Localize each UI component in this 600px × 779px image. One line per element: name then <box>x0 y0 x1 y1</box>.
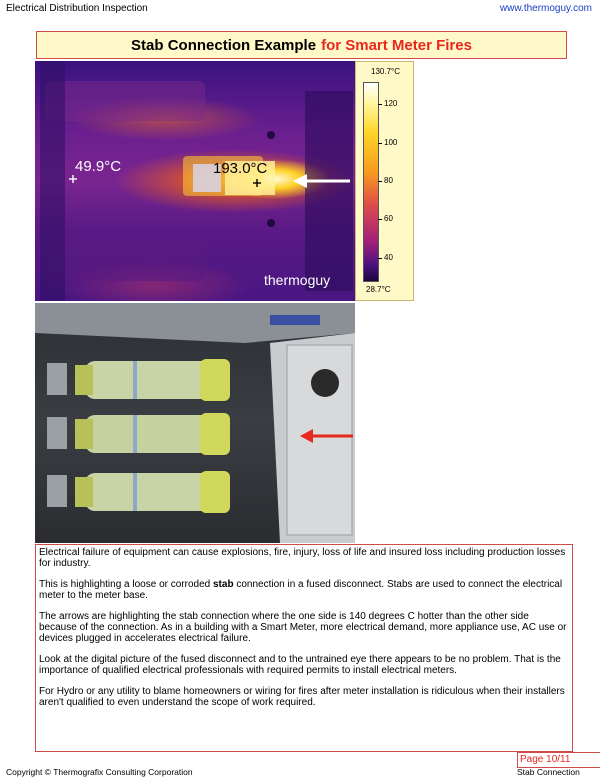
right-temp-label: 193.0°C <box>213 160 268 177</box>
temperature-scale <box>355 61 414 301</box>
paragraph-3: The arrows are highlighting the stab connection where the one side is 140 degrees C hotter than the other side because of the connection. As in a building with a Smart Meter, more electrical demand, more appliance use, AC use or devices plugged in accelerates electrical failure. <box>39 611 567 644</box>
paragraph-2: This is highlighting a loose or corroded stab connection in a fused disconnect. Stabs are used to connect the electrical meter to the meter base. <box>39 579 563 601</box>
scale-min-label: 28.7°C <box>366 285 391 294</box>
paragraph-4: Look at the digital picture of the fused disconnect and to the untrained eye there appears to be no problem. That is the importance of qualified electrical professionals with required permits to install electrical meters. <box>39 654 561 676</box>
fuse-2-icon <box>75 413 230 455</box>
stab-bold: stab <box>212 579 234 590</box>
header-link[interactable]: www.thermoguy.com <box>499 3 592 14</box>
thermal-image <box>35 61 355 301</box>
description-box <box>35 544 573 752</box>
scale-tick-label: 100 <box>384 138 398 147</box>
footer-copyright: Copyright © Thermografix Consulting Corporation <box>6 767 193 777</box>
paragraph-5: For Hydro or any utility to blame homeowners or wiring for fires after meter installation is ridiculous when their installers aren't qualified to even understand the scope of work required. <box>39 686 565 708</box>
left-temp-label: 49.9°C <box>75 158 122 175</box>
digital-photo <box>35 303 355 543</box>
left-crosshair-icon <box>69 175 77 183</box>
title-main: Stab Connection Example <box>131 36 317 54</box>
scale-tick-label: 80 <box>384 176 393 185</box>
fuse-3-icon <box>75 471 230 513</box>
scale-gradient <box>363 82 379 282</box>
scale-tick-label: 40 <box>384 253 393 262</box>
scale-tick-label: 60 <box>384 214 393 223</box>
page-number: Page 10/11 <box>517 752 600 768</box>
page-title <box>36 31 567 59</box>
header-title: Electrical Distribution Inspection <box>6 3 148 14</box>
scale-max-label: 130.7°C <box>371 67 400 76</box>
thermoguy-watermark: thermoguy <box>264 272 331 288</box>
fuse-1-icon <box>75 359 230 401</box>
title-accent: for Smart Meter Fires <box>321 36 472 54</box>
paragraph-1: Electrical failure of equipment can cause explosions, fire, injury, loss of life and insured loss including production losses for industry. <box>39 547 566 569</box>
scale-tick-label: 120 <box>384 99 398 108</box>
footer-section: Stab Connection <box>517 767 580 777</box>
